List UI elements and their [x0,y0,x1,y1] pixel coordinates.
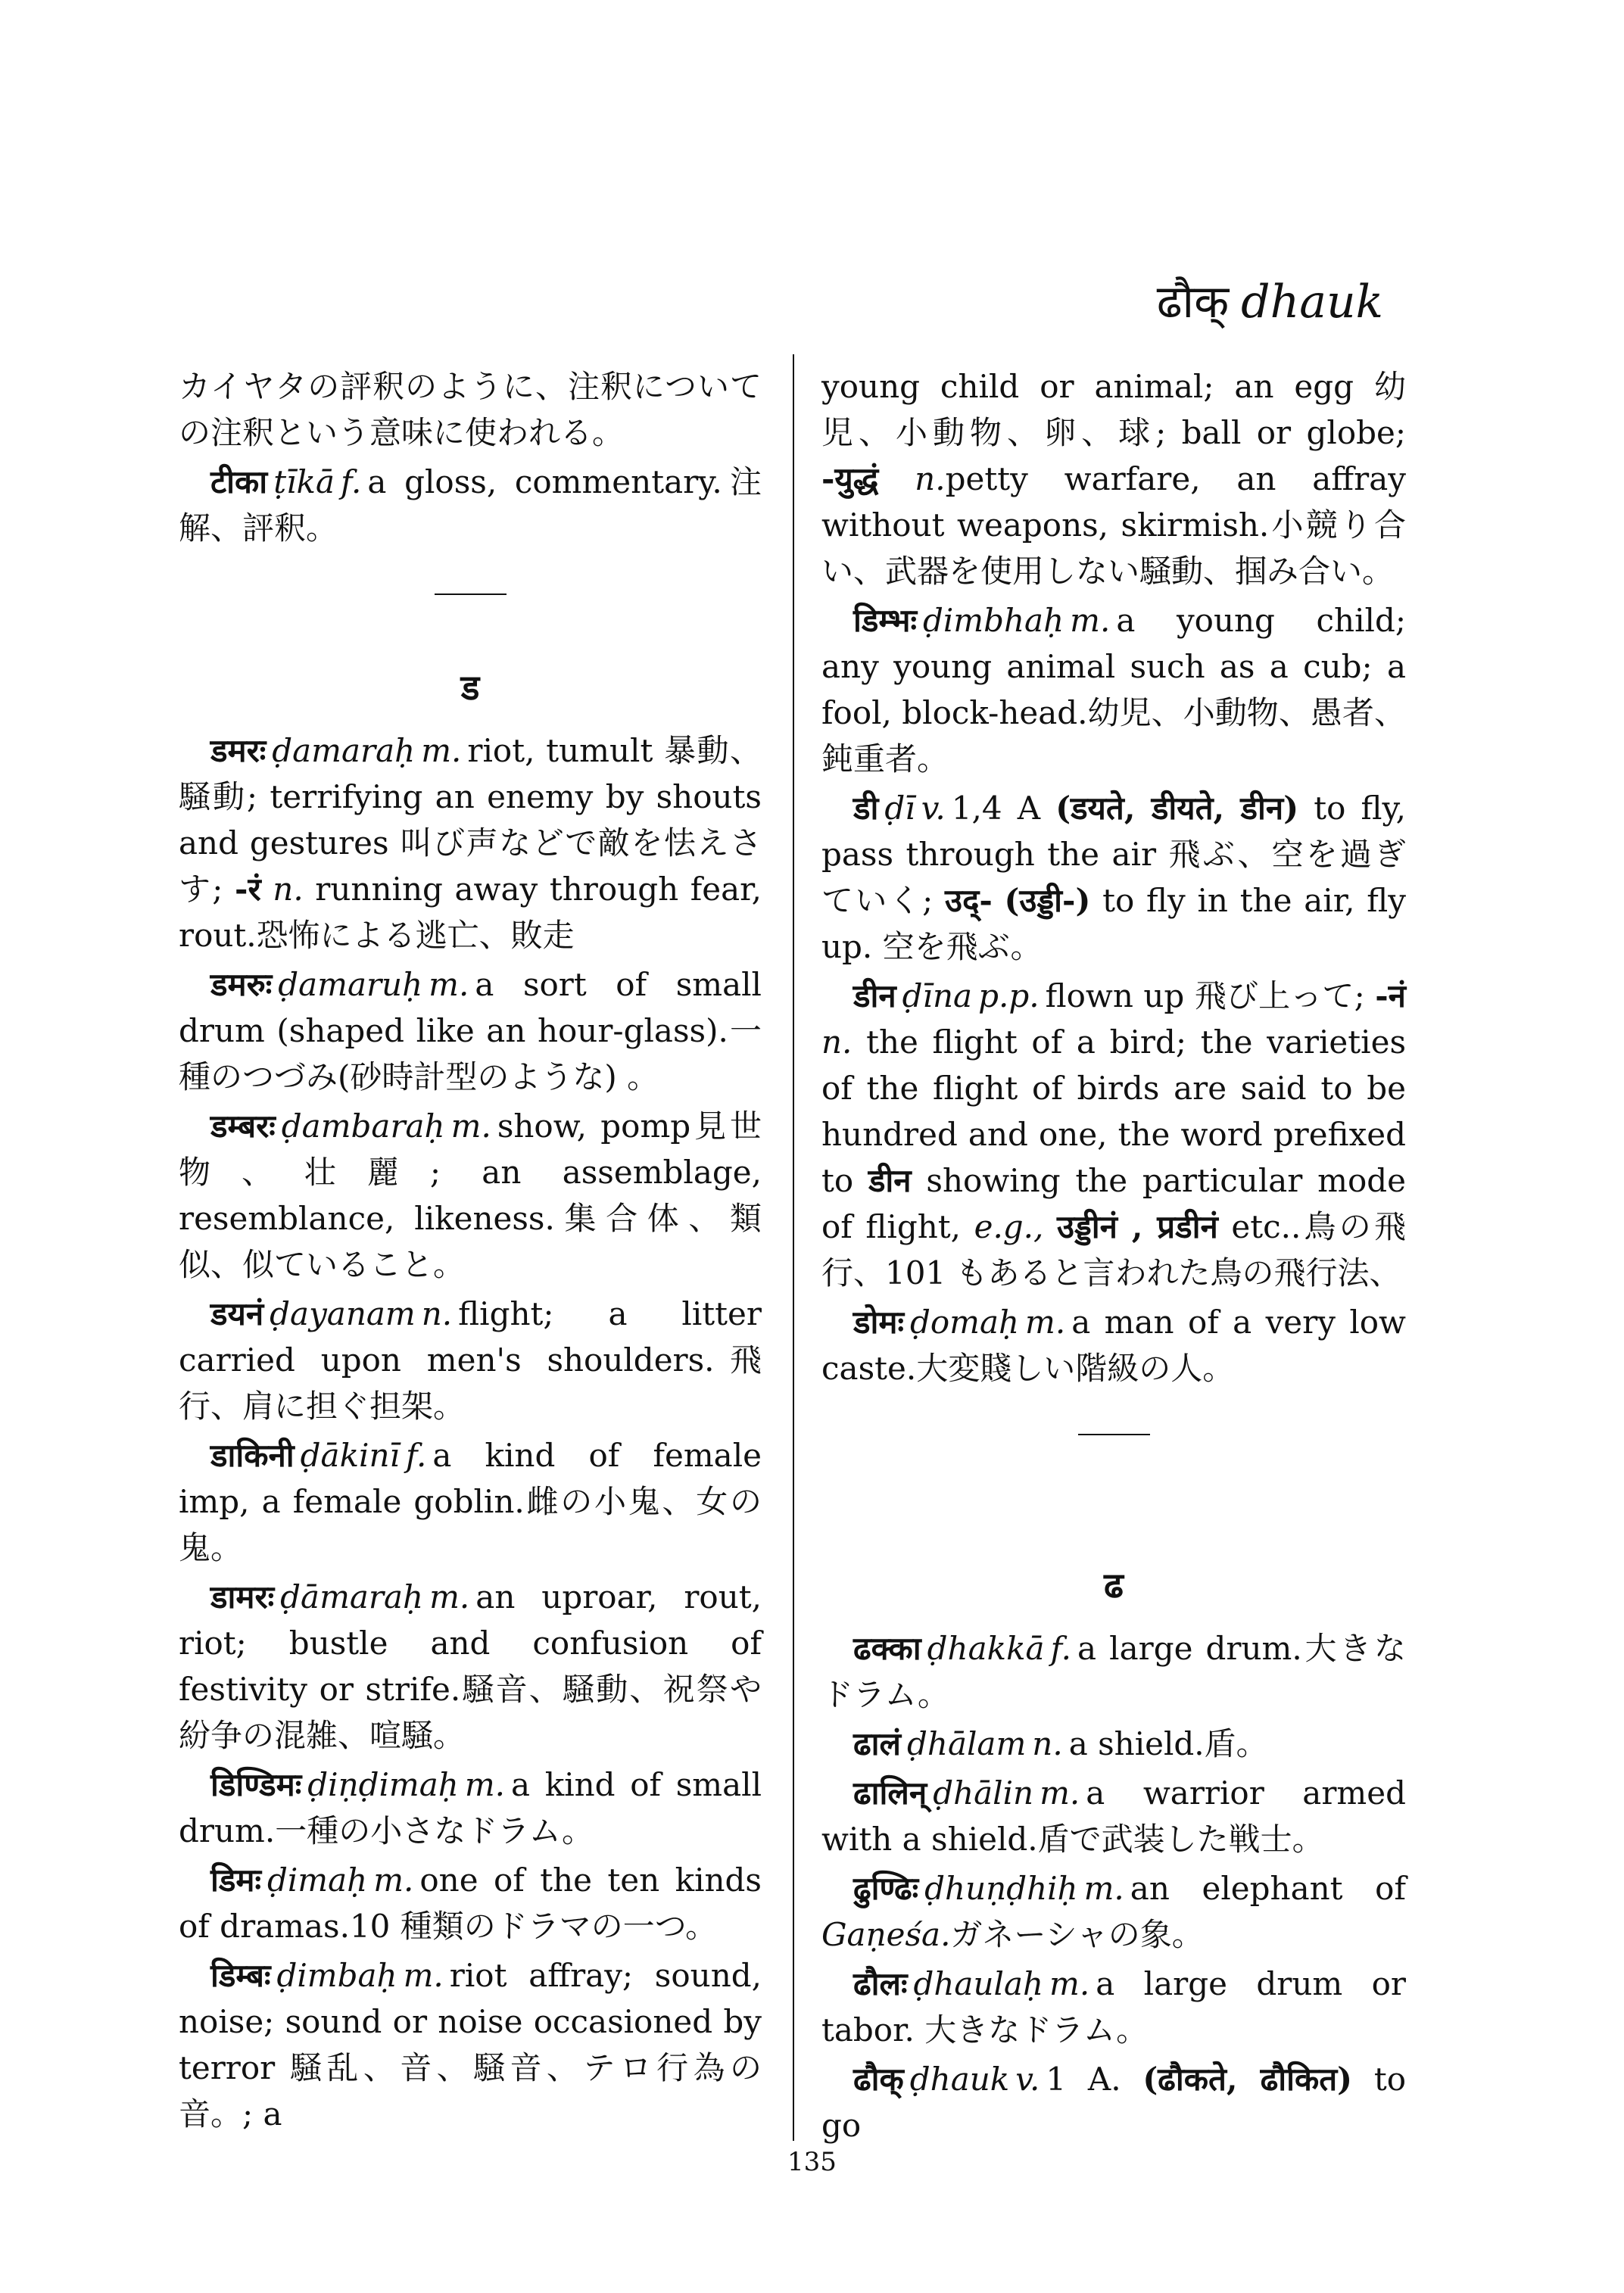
sub-definition: the flight of a bird; the varieties of the flight of birds are said to be hundred and one, the word prefixed to [821,1023,1406,1199]
sub-headword: उद्- [945,882,993,919]
entry-dimbah [179,1952,762,2137]
entry-dakini [179,1432,762,1571]
definition: a young child; any young animal such as a cub; a fool, block-head.幼児、小動物、愚者、鈍重者。 [821,602,1406,777]
transliteration: ḍhakkā [927,1630,1045,1667]
transliteration: ḍiṇḍimaḥ [307,1766,459,1803]
section-letter-da: ड [460,667,480,708]
headword: ढालिन् [853,1774,927,1812]
sub-definition-3: etc..鳥の飛行、101 もあると言われた鳥の飛行法、 [821,1208,1406,1291]
transliteration: ḍhuṇḍhiḥ [924,1870,1078,1907]
entry-dambarah [179,1103,762,1288]
headword: डीन [853,977,896,1014]
grammar-label: m. [1083,1870,1124,1907]
transliteration: ḍhālin [933,1774,1034,1812]
headword: डम्बरः [210,1108,276,1145]
transliteration: ḍimaḥ [267,1862,368,1899]
entry-dhauk [821,2056,1406,2148]
grammar-label: p.p. [978,977,1040,1014]
continuation-text: young child or animal; an egg 幼児、小動物、卵、球; ball or globe; [821,368,1406,451]
headword: ढौक् [853,2061,904,2098]
definition: a kind of small drum.一種の小さなドラム。 [179,1766,762,1849]
sub-definition: running away through fear, rout.恐怖による逃亡、敗走 [179,871,762,954]
definition: to fly, pass through the air 飛ぶ、空を過ぎていく; [821,790,1407,919]
definition: a shield.盾。 [1068,1725,1268,1762]
running-head [1157,269,1383,331]
right-continuation [821,363,1406,594]
headword: ढक्का [853,1630,921,1667]
definition: flight; a litter carried upon men's shoulders.飛行、肩に担ぐ担架。 [179,1295,762,1425]
grammar-label: v. [921,790,946,827]
running-head-devanagari: ढौक् [1156,276,1230,329]
headword: डोमः [853,1304,904,1341]
running-head-roman: dhauk [1241,276,1383,329]
entry-dayanam [179,1291,762,1429]
transliteration: ḍīna [902,977,973,1014]
definition: an uproar, rout, riot; bustle and confusion of festivity or strife.騒音、騒動、祝祭や紛争の混雑、喧騒。 [179,1578,762,1754]
entry-dina [821,973,1406,1296]
grammar-label: m. [1040,1774,1080,1812]
definition: to go [821,2061,1406,2144]
transliteration: ḍayanam [270,1295,416,1332]
sub-verb-forms: (उड्डी-) [1004,882,1091,919]
headword: डमरुः [210,966,273,1003]
transliteration: ḍimbhaḥ [922,602,1064,639]
definition: flown up 飛び上って; [1045,977,1365,1014]
entry-dhaulah [821,1961,1406,2053]
transliteration: ḍamaruḥ [278,966,423,1003]
entry-dimbhah [821,597,1406,782]
grammar-label: m. [1049,1965,1090,2002]
transliteration: ḍomaḥ [909,1304,1020,1341]
right-column [821,363,1406,2151]
definition: an elephant of [1130,1870,1406,1907]
grammar-label: f. [1050,1630,1071,1667]
example-words: उड्डीनं , प्रडीनं [1056,1208,1218,1245]
column-divider [793,354,794,2141]
definition: show, pomp見世物、壮麗; an assemblage, resemblance, likeness.集合体、類似、似ていること。 [179,1108,762,1283]
definition: a man of a very low caste.大変賤しい階級の人。 [821,1304,1406,1387]
headword: ढौलः [853,1965,908,2002]
headword: डी [853,790,879,827]
section-separator [1078,1434,1150,1435]
headword: डिमः [210,1862,261,1899]
grammar-label: m. [1025,1304,1066,1341]
grammar-label: n. [1032,1725,1063,1762]
transliteration: ḍhauk [909,2061,1010,2098]
transliteration: ḍī [884,790,915,827]
entry-di [821,785,1406,970]
grammar-label: m. [1070,602,1111,639]
verb-forms: (डयते, डीयते, डीन) [1055,790,1299,827]
transliteration: ḍāmaraḥ [280,1578,424,1615]
page-number: 135 [787,2147,837,2177]
transliteration: ḍimbaḥ [276,1957,397,1994]
grammar-label: m. [403,1957,444,1994]
headword: डिम्बः [210,1957,271,1994]
section-letter-dha: ढ [1104,1565,1124,1606]
sub-headword: -युद्धं [821,460,879,497]
entry-damaruh [179,961,762,1100]
definition: one of the ten kinds of dramas.10 種類のドラマの一つ。 [179,1862,762,1945]
sub-grammar-label: n. [821,1023,853,1061]
sub-headword: -रं [235,871,261,908]
grammar-label: n. [421,1295,453,1332]
grammar-label: f. [341,463,362,500]
definition: a warrior armed with a shield.盾で武装した戦士。 [821,1774,1406,1858]
headword: डयनं [210,1295,264,1332]
entry-tika [179,459,762,551]
entry-domah [821,1299,1406,1391]
transliteration: ḍhaulaḥ [913,1965,1044,2002]
grammar-label: m. [373,1862,414,1899]
proper-name: Gaṇeśa. [821,1916,951,1953]
grammar-label: m. [429,966,469,1003]
sub-definition: to fly in the air, fly up. 空を飛ぶ。 [821,882,1406,965]
headword: ढालं [853,1725,902,1762]
left-continuation: カイヤタの評釈のように、注釈についての注釈という意味に使われる。 [179,368,762,451]
transliteration: ḍambaraḥ [281,1108,445,1145]
entry-damarah [179,727,762,958]
sub-definition-2: showing the particular mode of flight, [821,1162,1406,1245]
definition: a gloss, commentary.注解、評釈。 [179,463,762,547]
entry-dimah [179,1857,762,1949]
definition: a kind of female imp, a female goblin.雌の小鬼、女の鬼。 [179,1437,762,1566]
headword: डाकिनी [210,1437,295,1474]
conjugation-class: 1 A. [1046,2061,1121,2098]
headword: डामरः [210,1578,275,1615]
headword: डमरः [210,732,267,769]
grammar-label: v. [1015,2061,1040,2098]
verb-forms: (ढौकते, ढौकित) [1142,2061,1353,2098]
sub-headword: -नं [1375,977,1406,1014]
entry-dhakka [821,1625,1406,1718]
transliteration: ḍhālam [907,1725,1027,1762]
definition-tail: ガネーシャの象。 [950,1916,1204,1953]
entry-dhalam [821,1721,1406,1767]
headword: डिम्भः [853,602,917,639]
definition: riot affray; sound, noise; sound or noise occasioned by terror 騒乱、音、騒音、テロ行為の音。; a [179,1957,762,2133]
transliteration: ḍamaraḥ [272,732,416,769]
continuation-text-2: petty warfare, an affray without weapons, skirmish.小競り合い、武器を使用しない騒動、掴み合い。 [821,460,1406,590]
left-column [179,363,762,2140]
cross-reference: डीन [868,1162,912,1199]
definition: riot, tumult 暴動、騒動; terrifying an enemy by shouts and gestures 叫び声などで敵を怯えさす; [179,732,762,908]
section-separator [435,594,507,595]
conjugation-class: 1,4 A [951,790,1041,827]
transliteration: ṭīkā [273,463,335,500]
entry-dhalin [821,1770,1406,1862]
headword: डिण्डिमः [210,1766,302,1803]
definition: a large drum.大きなドラム。 [821,1630,1406,1713]
entry-dindimah [179,1762,762,1854]
transliteration: ḍākinī [300,1437,400,1474]
definition: a large drum or tabor. 大きなドラム。 [821,1965,1406,2048]
headword: टीका [210,463,268,500]
grammar-label: m. [450,1108,491,1145]
grammar-label: m. [429,1578,470,1615]
grammar-label: m. [464,1766,506,1803]
sub-grammar-label: n. [915,460,946,497]
grammar-label: m. [421,732,462,769]
entry-damarah-2 [179,1574,762,1759]
headword: ढुण्ढिः [853,1870,919,1907]
sub-grammar-label: n. [273,871,304,908]
grammar-label: f. [405,1437,427,1474]
definition: a sort of small drum (shaped like an hour-glass).一種のつづみ(砂時計型のような) 。 [179,966,762,1095]
example-marker: e.g., [974,1208,1044,1245]
entry-dhundhih [821,1865,1406,1958]
